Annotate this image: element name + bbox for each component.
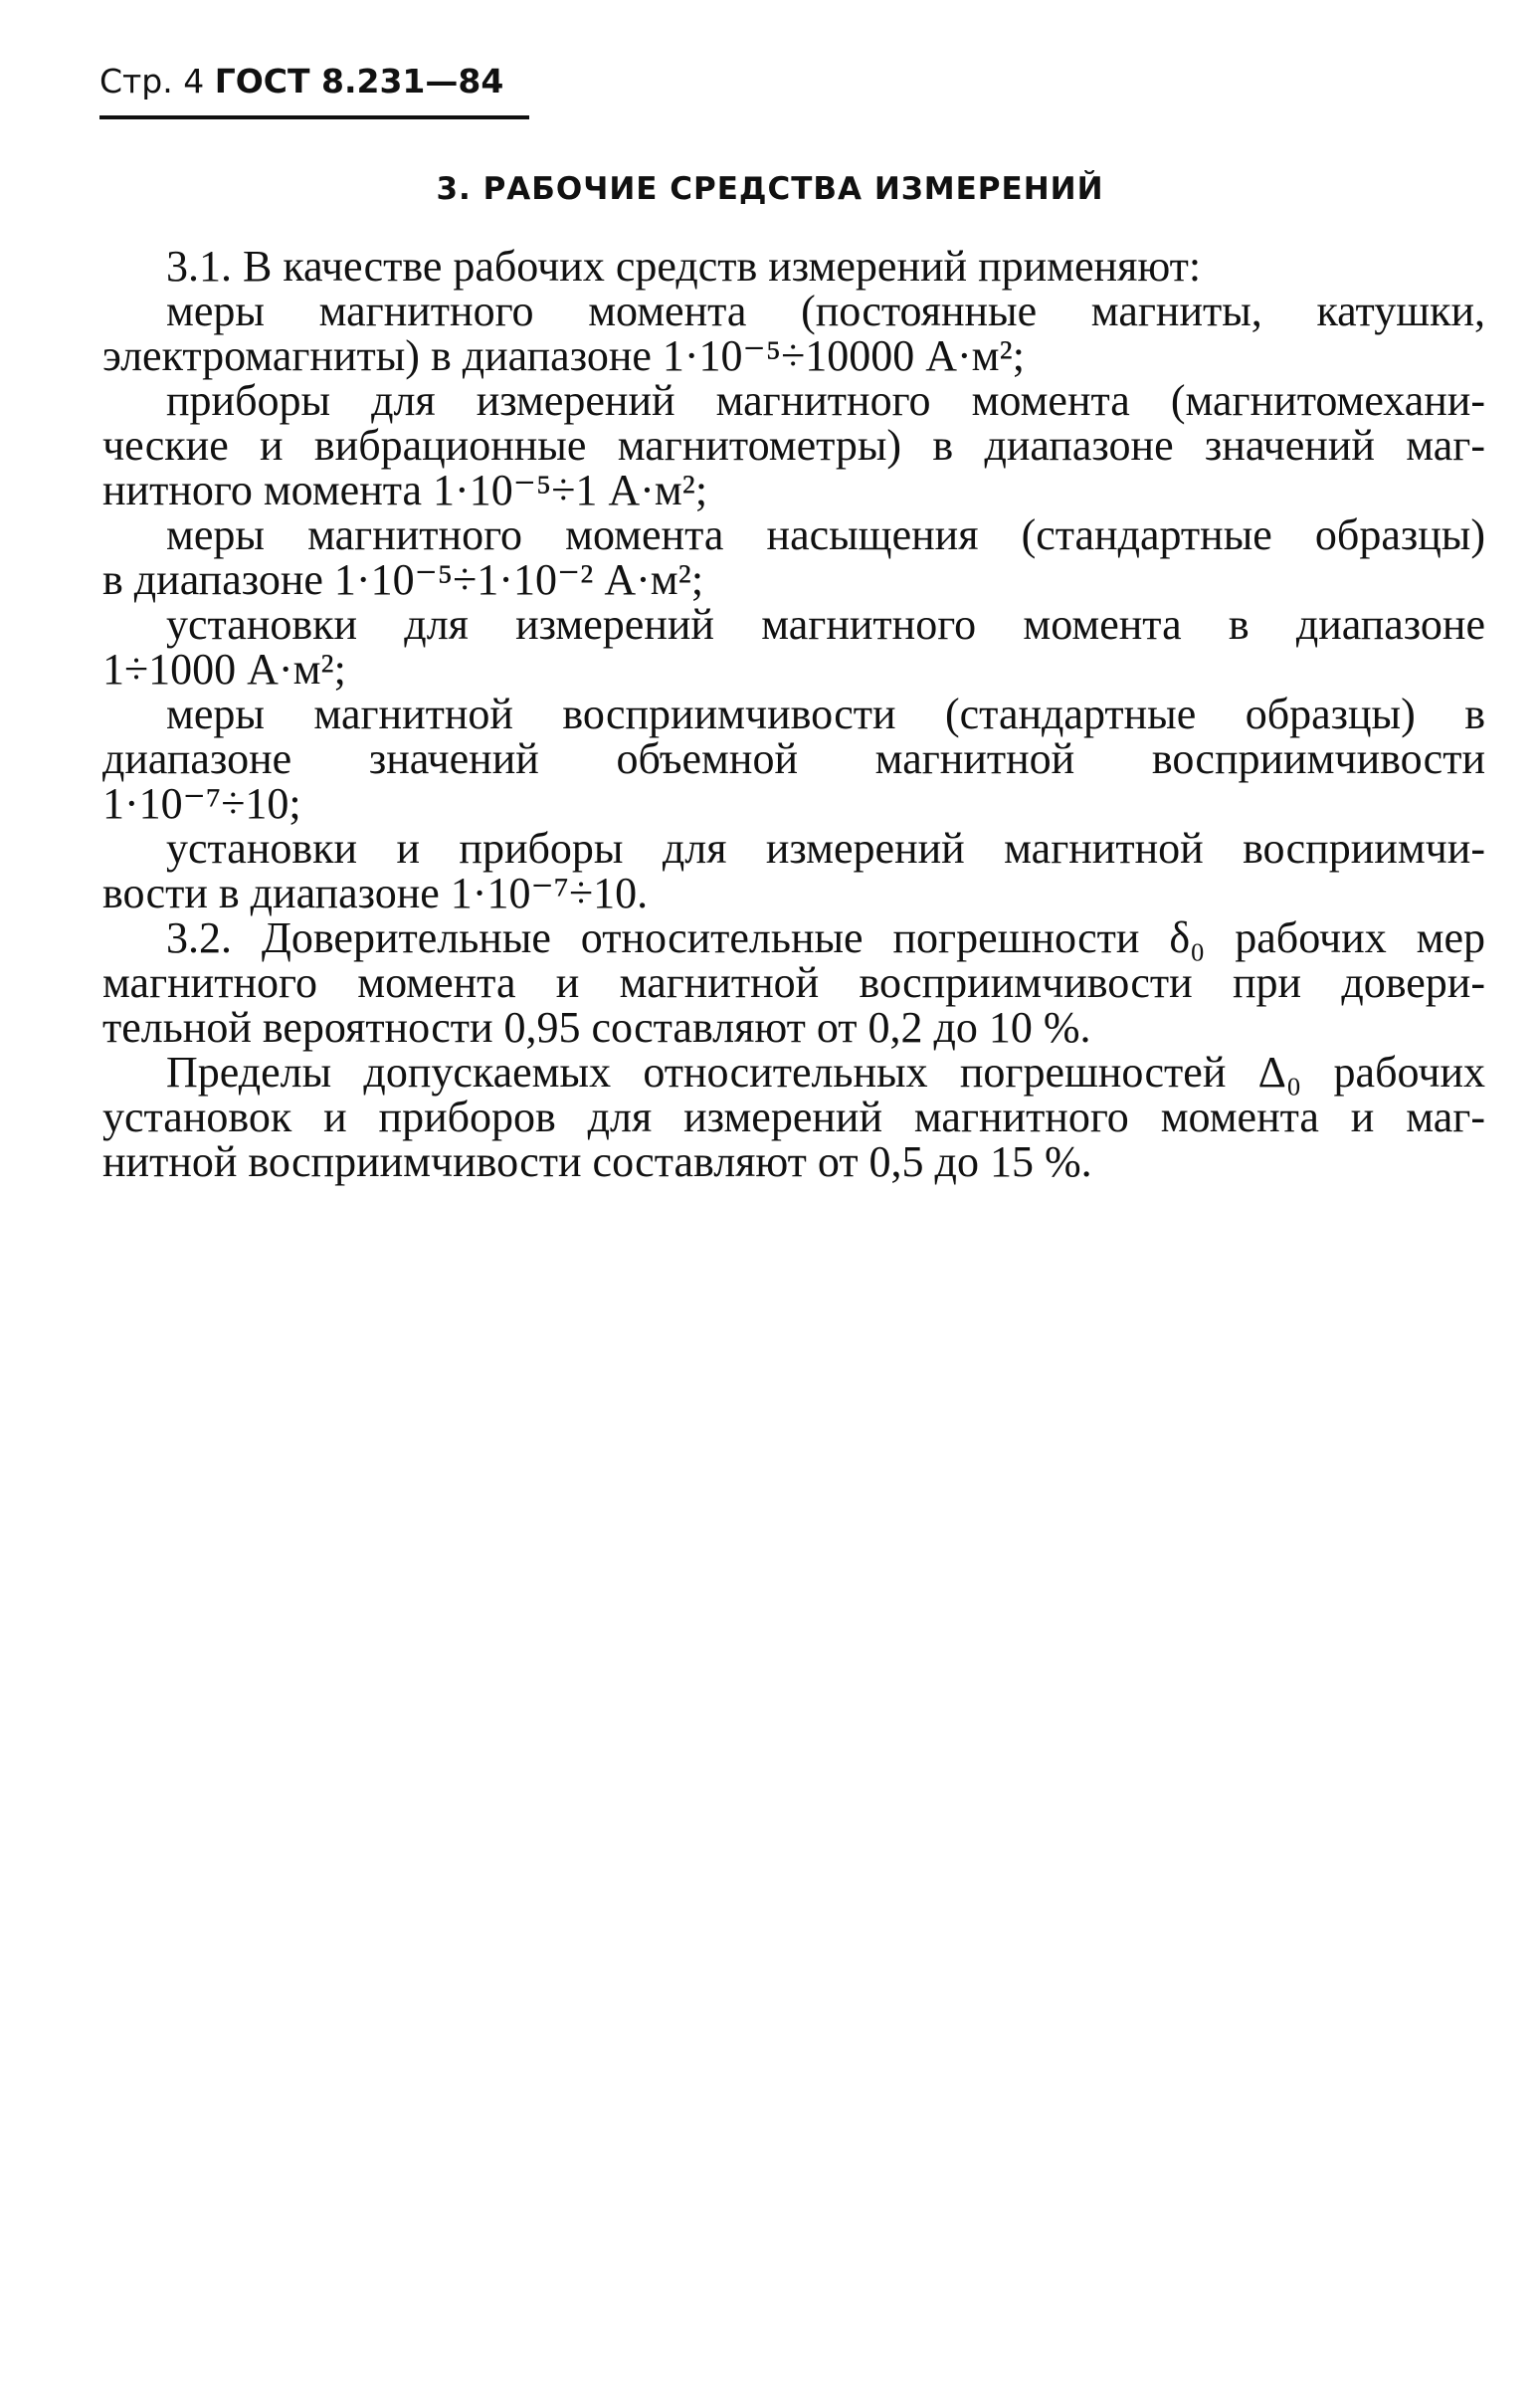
paragraph-line: 1·10⁻⁷÷10; bbox=[102, 779, 301, 828]
paragraph-line: меры магнитного момента насыщения (стандартные образцы) bbox=[166, 510, 1485, 559]
paragraph-line: установки и приборы для измерений магнитной восприимчи- bbox=[166, 824, 1485, 873]
paragraph-line: в диапазоне 1·10⁻⁵÷1·10⁻² А·м²; bbox=[102, 555, 704, 604]
paragraph-line: тельной вероятности 0,95 составляют от 0,2 до 10 %. bbox=[102, 1003, 1091, 1052]
page-number: Стр. 4 bbox=[99, 62, 205, 100]
paragraph-line: вости в диапазоне 1·10⁻⁷÷10. bbox=[102, 869, 649, 917]
paragraph-line: нитного момента 1·10⁻⁵÷1 А·м²; bbox=[102, 466, 708, 514]
paragraph-line: приборы для измерений магнитного момента (магнитомехани- bbox=[166, 376, 1485, 425]
paragraph-line: Пределы допускаемых относительных погрешностей Δ₀ рабочих bbox=[166, 1048, 1485, 1097]
body-text bbox=[102, 244, 1485, 1184]
paragraph-line: меры магнитного момента (постоянные магниты, катушки, bbox=[166, 287, 1485, 335]
paragraph-line: меры магнитной восприимчивости (стандартные образцы) в bbox=[166, 690, 1485, 738]
paragraph-line: электромагниты) в диапазоне 1·10⁻⁵÷10000 А·м²; bbox=[102, 331, 1025, 380]
paragraph-line: 1÷1000 А·м²; bbox=[102, 645, 346, 694]
paragraph-line: установок и приборов для измерений магнитного момента и маг- bbox=[102, 1093, 1485, 1141]
paragraph-line: установки для измерений магнитного момента в диапазоне bbox=[166, 600, 1485, 649]
paragraph-line: магнитного момента и магнитной восприимчивости при довери- bbox=[102, 958, 1485, 1007]
paragraph-line: 3.2. Доверительные относительные погрешности δ₀ рабочих мер bbox=[166, 913, 1485, 962]
page-header bbox=[99, 62, 503, 101]
paragraph-line: нитной восприимчивости составляют от 0,5 до 15 %. bbox=[102, 1137, 1092, 1186]
header-rule bbox=[99, 115, 529, 119]
paragraph-line: ческие и вибрационные магнитометры) в диапазоне значений маг- bbox=[102, 421, 1485, 470]
paragraph-line: диапазоне значений объемной магнитной восприимчивости bbox=[102, 734, 1485, 783]
standard-designation: ГОСТ 8.231—84 bbox=[214, 62, 504, 100]
paragraph-line: 3.1. В качестве рабочих средств измерений применяют: bbox=[166, 242, 1202, 291]
section-title: 3. РАБОЧИЕ СРЕДСТВА ИЗМЕРЕНИЙ bbox=[436, 171, 1104, 207]
